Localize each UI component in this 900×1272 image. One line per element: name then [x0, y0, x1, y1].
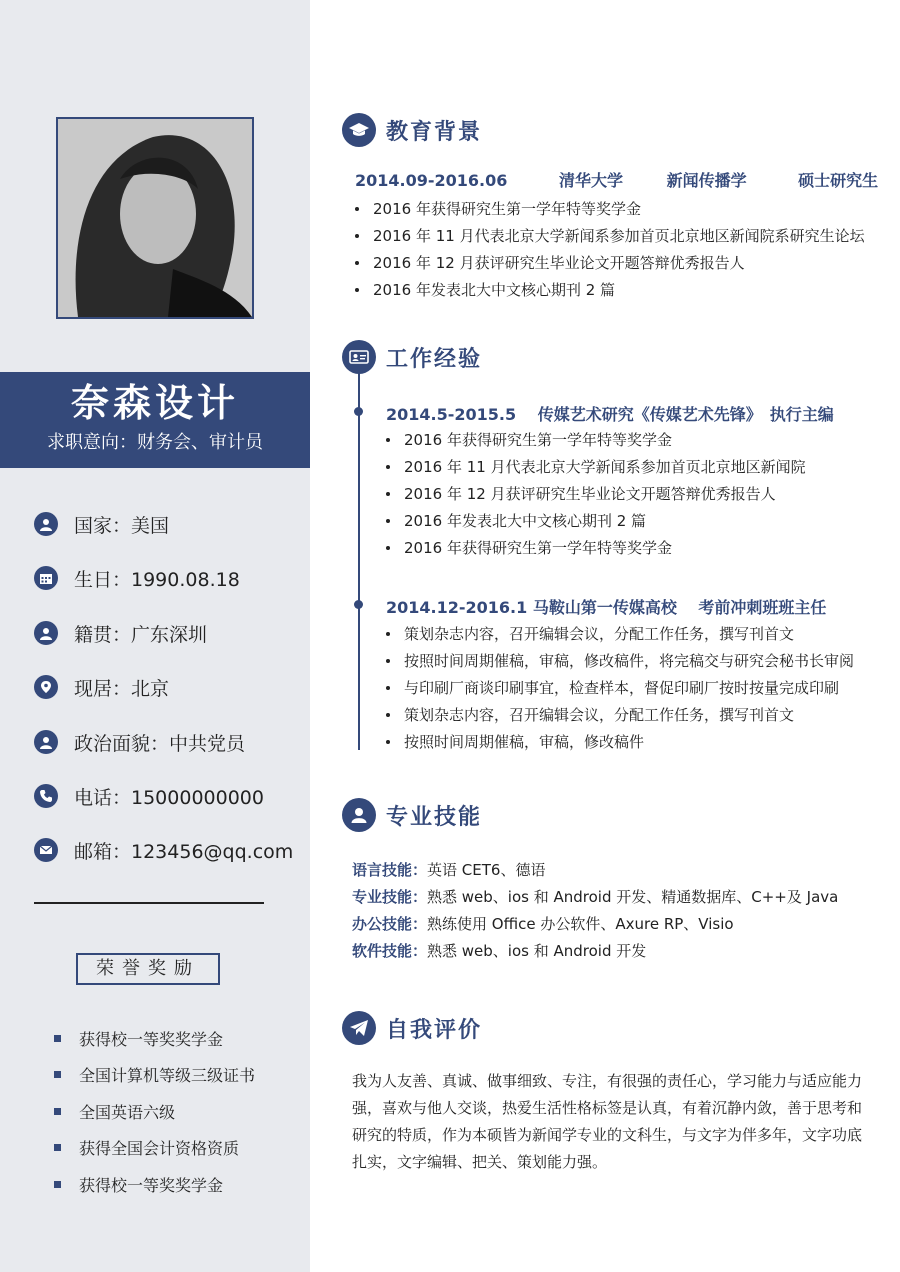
profile-photo: [56, 117, 254, 319]
job-intent: 求职意向：财务会、审计员: [47, 432, 263, 453]
job-header: 2014.12-2016.1 马鞍山第一传媒高校 考前冲刺班班主任: [386, 598, 827, 617]
timeline-dot: [354, 600, 363, 609]
list-item: 按照时间周期催稿，审稿，修改稿件: [386, 728, 854, 755]
skill-row: 软件技能： 熟悉 web、ios 和 Android 开发: [352, 942, 647, 960]
section-title: 工作经验: [386, 346, 483, 372]
edu-period: 2014.09-2016.06: [355, 171, 508, 190]
info-country: 国家：美国: [34, 509, 294, 539]
honors-list: [54, 1020, 255, 1203]
list-item: 2016 年获得研究生第一学年特等奖学金: [386, 426, 806, 453]
calendar-icon: [34, 566, 58, 590]
job-list: [386, 426, 806, 561]
section-work: [342, 339, 482, 375]
sidebar-divider: [34, 902, 264, 904]
list-item: 与印刷厂商谈印刷事宜，检查样本，督促印刷厂按时按量完成印刷: [386, 674, 854, 701]
section-evaluation: [342, 1010, 482, 1046]
skill-row: 语言技能： 英语 CET6、德语: [352, 861, 546, 879]
skill-row: 办公技能： 熟练使用 Office 办公软件、Axure RP、Visio: [352, 915, 734, 933]
honors-title: 荣誉奖励: [76, 953, 220, 985]
name-banner: [0, 372, 310, 468]
list-item: 2016 年 11 月代表北京大学新闻系参加首页北京地区新闻院: [386, 453, 806, 480]
timeline-dot: [354, 407, 363, 416]
list-item: 策划杂志内容，召开编辑会议，分配工作任务，撰写刊首文: [386, 620, 854, 647]
section-education: [342, 112, 482, 148]
edu-degree: 硕士研究生: [798, 171, 879, 190]
list-item: 策划杂志内容，召开编辑会议，分配工作任务，撰写刊首文: [386, 701, 854, 728]
user-icon: [34, 730, 58, 754]
education-list: [355, 195, 865, 303]
edu-major: 新闻传播学: [666, 171, 747, 190]
section-title: 专业技能: [386, 804, 483, 830]
list-item: 2016 年 11 月代表北京大学新闻系参加首页北京地区新闻院系研究生论坛: [355, 222, 865, 249]
graduation-cap-icon: [342, 113, 376, 147]
section-skills: [342, 797, 482, 833]
list-item: 全国英语六级: [54, 1093, 255, 1130]
info-email: 邮箱：123456@qq.com: [34, 835, 294, 865]
info-birthday: 生日：1990.08.18: [34, 563, 294, 593]
info-political: 政治面貌：中共党员: [34, 727, 294, 757]
timeline-line: [358, 370, 360, 750]
section-title: 教育背景: [386, 119, 483, 145]
mail-icon: [34, 838, 58, 862]
user-icon: [342, 798, 376, 832]
id-card-icon: [342, 340, 376, 374]
info-phone: 电话：15000000000: [34, 781, 294, 811]
user-icon: [34, 621, 58, 645]
candidate-name: 奈森设计: [70, 381, 239, 425]
self-evaluation-text: 我为人友善、真诚、做事细致、专注，有很强的责任心，学习能力与适应能力强，喜欢与他人交谈，热爱生活性格标签是认真，有着沉静内敛，善于思考和研究的特质，作为本硕皆为新闻学专业的文科生，与文字为伴多年，文字功底扎实，文字编辑、把关、策划能力强。: [352, 1072, 863, 1171]
section-title: 自我评价: [386, 1017, 483, 1043]
education-header: [355, 168, 878, 191]
list-item: 获得校一等奖奖学金: [54, 1166, 255, 1203]
skills-list: [352, 856, 838, 964]
location-pin-icon: [34, 675, 58, 699]
info-residence: 现居：北京: [34, 672, 294, 702]
list-item: 2016 年获得研究生第一学年特等奖学金: [386, 534, 806, 561]
phone-icon: [34, 784, 58, 808]
list-item: 获得校一等奖奖学金: [54, 1020, 255, 1057]
skill-row: 专业技能： 熟悉 web、ios 和 Android 开发、精通数据库、C++及 Java: [352, 888, 839, 906]
job-list: [386, 620, 854, 755]
list-item: 2016 年发表北大中文核心期刊 2 篇: [355, 276, 865, 303]
list-item: 2016 年获得研究生第一学年特等奖学金: [355, 195, 865, 222]
info-hometown: 籍贯：广东深圳: [34, 618, 294, 648]
user-icon: [34, 512, 58, 536]
list-item: 全国计算机等级三级证书: [54, 1057, 255, 1094]
job-header: 2014.5-2015.5 传媒艺术研究《传媒艺术先锋》 执行主编: [386, 405, 834, 424]
list-item: 按照时间周期催稿，审稿，修改稿件，将完稿交与研究会秘书长审阅: [386, 647, 854, 674]
list-item: 2016 年 12 月获评研究生毕业论文开题答辩优秀报告人: [386, 480, 806, 507]
list-item: 获得全国会计资格资质: [54, 1130, 255, 1167]
list-item: 2016 年发表北大中文核心期刊 2 篇: [386, 507, 806, 534]
list-item: 2016 年 12 月获评研究生毕业论文开题答辩优秀报告人: [355, 249, 865, 276]
paper-plane-icon: [342, 1011, 376, 1045]
edu-school: 清华大学: [558, 171, 623, 190]
